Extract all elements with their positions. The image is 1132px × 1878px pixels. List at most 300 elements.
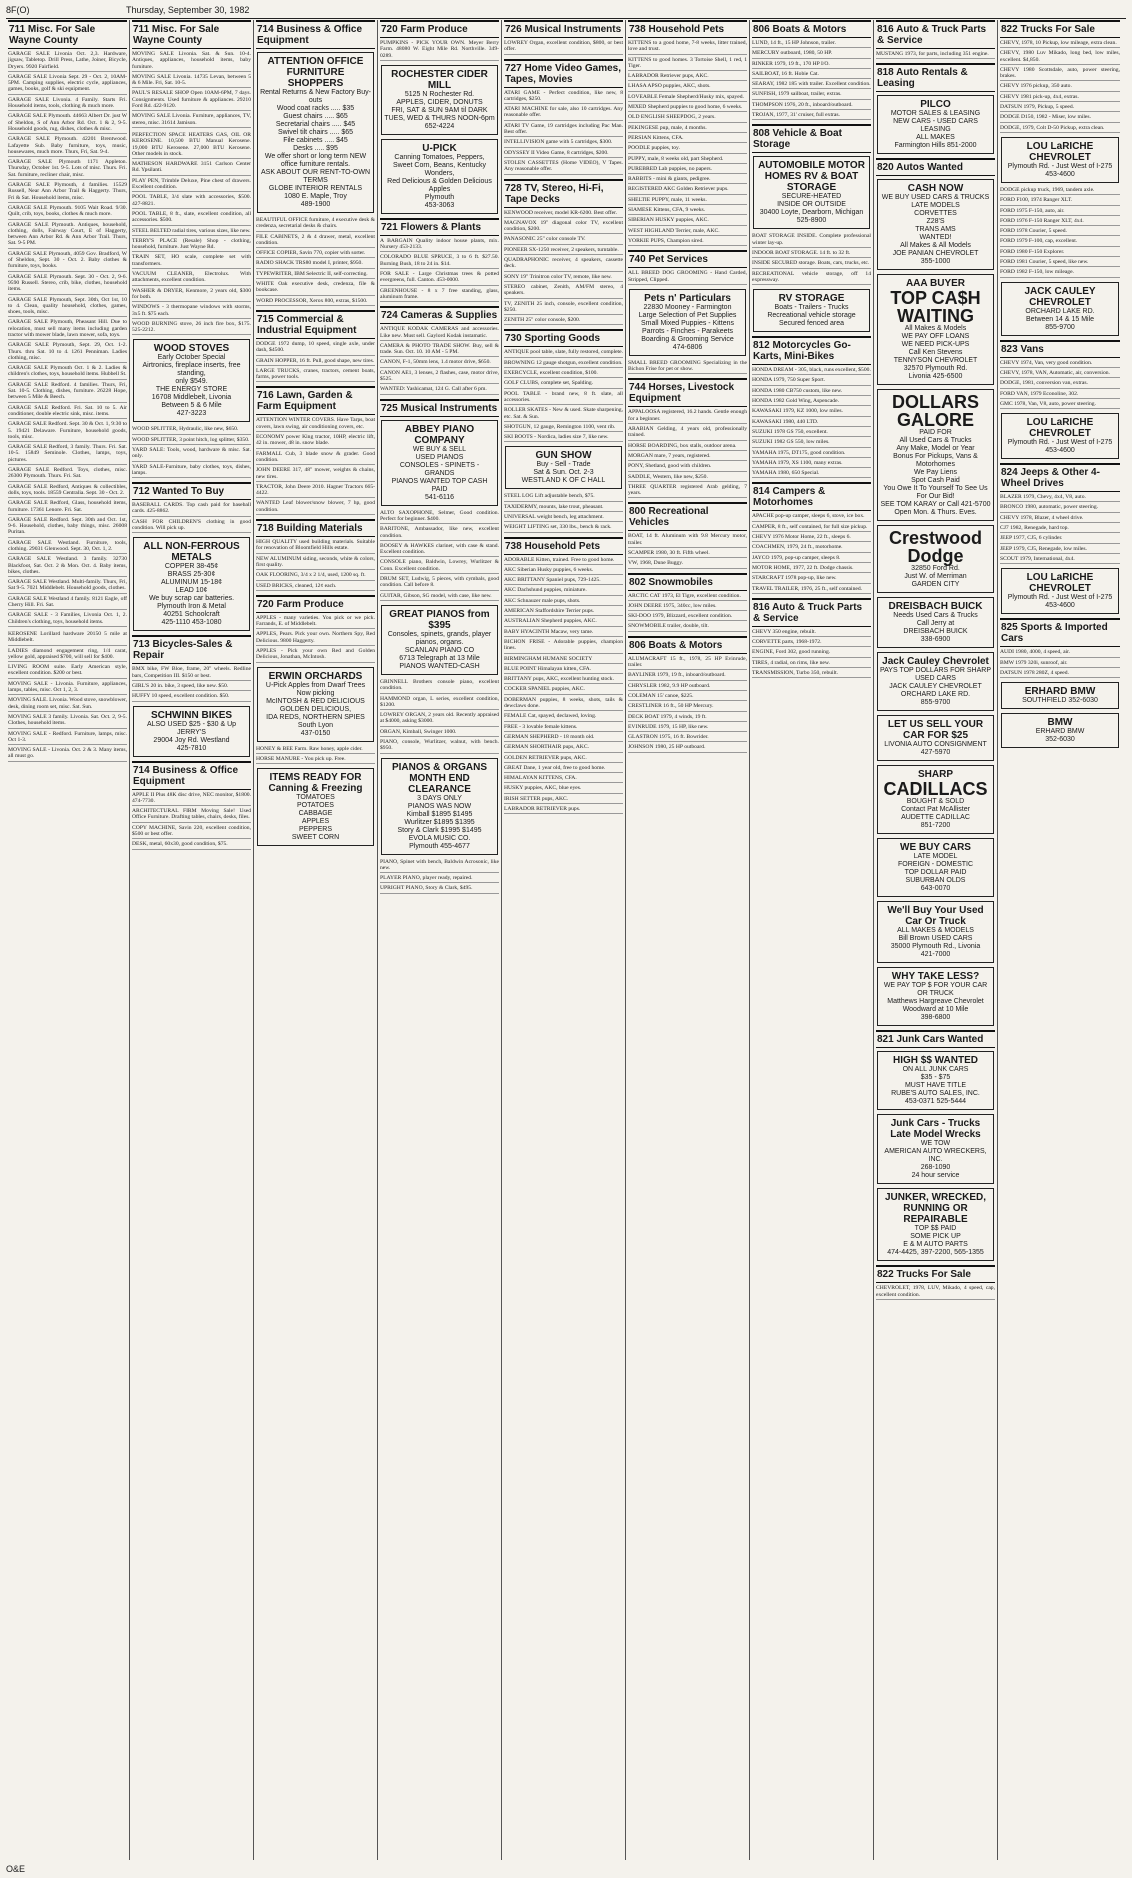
classified-section	[1000, 713, 1120, 748]
display-ad-line: LATE MODEL	[913, 853, 958, 861]
classified-ad: MOVING SALE - Livonia. Furniture, appliances, lamps, tables, misc. Oct 1, 2, 3.	[8, 681, 127, 696]
classified-ad: MOVING SALE Livonia. 14735 Levan, between 5 & 6 Mile. Fri, Sat. 10-5.	[132, 74, 251, 89]
display-ad-line: SEE TOM KARAY or Call 421-5700	[880, 501, 991, 509]
classified-column	[874, 20, 998, 1860]
classified-ad: HONDA DREAM - 305, black, runs excellent, $500.	[752, 367, 871, 375]
classified-ad: HUFFY 10 speed, excellent condition. $50.	[132, 693, 251, 701]
classified-section	[256, 310, 375, 382]
classified-ad: MORGAN mare, 7 years, registered.	[628, 453, 747, 461]
display-ad-line: SOME PICK UP	[910, 1233, 961, 1241]
classified-ad: EXERCYCLE, excellent condition, $100.	[504, 370, 623, 378]
display-ad-line: 338-6900	[920, 636, 951, 644]
display-ad	[877, 1051, 994, 1110]
classified-ad: PLAYER PIANO, player ready, repaired.	[380, 875, 499, 883]
classified-section	[380, 139, 499, 214]
classified-ad: PERFECTION SPACE HEATERS GAS, OIL OR KEROSENE. 10,500 BTU Manual Kerosene. 19,000 BTU Kerosene. 27,000 BTU Kerosene. Other models in stock.	[132, 132, 251, 159]
display-ad-line: PIANOS WAS NOW	[407, 802, 472, 810]
classified-ad: DODGE, 1979, Colt D-50 Pickup, extra clean.	[1000, 125, 1120, 133]
section-heading: 726 Musical Instruments	[504, 20, 623, 38]
display-ad-title: Jack Cauley Chevrolet	[882, 656, 989, 668]
classified-section	[876, 765, 995, 834]
classified-section	[876, 715, 995, 761]
display-ad-title: AUTOMOBILE MOTOR HOMES RV & BOAT STORAGE	[758, 160, 865, 194]
classified-ad: HONDA 1980 CB750 custom, like new.	[752, 388, 871, 396]
classified-ad: OLD ENGLISH SHEEPDOG, 2 years.	[628, 114, 747, 122]
display-ad-line: Recreational vehicle storage	[767, 312, 856, 320]
classified-section	[256, 386, 375, 515]
section-heading: 800 Recreational Vehicles	[628, 502, 747, 531]
display-ad-line: E & M AUTO PARTS	[903, 1241, 968, 1249]
classified-ad: ANTIQUE KODAK CAMERAS and accessories. Like new. Must sell. Gaylord Kodak instamatic.	[380, 326, 499, 341]
display-ad-line: 398-6800	[920, 1014, 951, 1022]
classified-ad: STEREO cabinet, Zenith, AM/FM stereo, 4 speakers.	[504, 284, 623, 299]
classified-ad: CHEVY, 1978, 10 Pickup, low mileage, extra clean.	[1000, 40, 1120, 48]
classified-section	[1000, 20, 1120, 133]
display-ad-line: 437-0150	[300, 729, 331, 737]
classified-section	[1000, 137, 1120, 183]
classified-ad: CHEVY 1980 Scottsdale, auto, power steering, brakes.	[1000, 67, 1120, 82]
classified-ad: GRAIN HOPPER, 16 ft. Pull, good shape, new tires.	[256, 358, 375, 366]
classified-section	[8, 631, 127, 762]
display-ad-title: Pets n' Particulars	[644, 292, 731, 304]
classified-section	[256, 217, 375, 306]
classified-ad: CAMERA & PHOTO TRADE SHOW. Buy, sell & trade. Sun. Oct. 10. 10 AM - 5 PM.	[380, 343, 499, 358]
classified-ad: GARAGE SALE Plymouth. 42201 Brentwood. Lafayette Sub. Baby furniture, toys, music, housewares, much more. Thurs, Fri, Sat. 9-4.	[8, 136, 127, 157]
classified-ad: ECONOMY power King tractor, 10HP, electric lift, 42 in. mower, 48 in. snow blade.	[256, 434, 375, 449]
classified-ad: YARD SALE: Tools, wood, hardware & misc. Sat. only.	[132, 447, 251, 462]
display-ad-line: SECURE-HEATED	[781, 193, 842, 201]
classified-ad: CHEVROLET, 1978, LUV, Mikado, 4 speed, cap, excellent condition.	[876, 1285, 995, 1300]
display-ad-line: 474-6806	[672, 343, 703, 351]
classified-ad: CHEVY 350 engine, rebuilt.	[752, 629, 871, 637]
display-ad-line: Bonus For Pickups, Vans & Motorhomes	[893, 453, 978, 469]
display-ad-line: Open Mon. & Thurs. Eves.	[894, 509, 977, 517]
display-ad-line: TUES, WED & THURS NOON-6pm	[384, 114, 495, 122]
classified-section	[1000, 187, 1120, 278]
display-ad	[877, 765, 994, 834]
classified-section	[1000, 682, 1120, 709]
classified-ad: APPLES - many varieties. You pick or we pick. Farrands, E. of Middlebelt.	[256, 615, 375, 630]
display-ad-line: APPLES	[301, 818, 330, 826]
classified-section	[628, 20, 747, 246]
section-heading: 714 Business & Office Equipment	[256, 20, 375, 49]
classified-ad: BOAT, 14 ft. Aluminum with 9.8 Mercury motor, trailer.	[628, 533, 747, 548]
display-ad-line: 425-7810	[176, 744, 207, 752]
display-ad-line: Plymouth	[424, 193, 455, 201]
classified-ad: GOLF CLUBS, complete set, Spalding.	[504, 380, 623, 388]
section-heading: 808 Vehicle & Boat Storage	[752, 124, 871, 153]
classified-ad: DODGE, 1981, conversion van, extras.	[1000, 380, 1120, 388]
display-ad-line: GLOBE INTERIOR RENTALS	[268, 185, 363, 192]
classified-ad: APPLES, Pears. Pick your own. Northern Spy, Red Delicious. 9800 Haggerty.	[256, 631, 375, 646]
classified-section	[876, 389, 995, 521]
classified-ad: BIRMINGHAM HUMANE SOCIETY	[504, 656, 623, 664]
classified-ad: CRESTLINER 16 ft., 50 HP Mercury.	[628, 703, 747, 711]
classified-ad: WHITE Oak executive desk, credenza, file & bookcase.	[256, 281, 375, 296]
display-ad-line: Plymouth 455-4677	[409, 842, 470, 850]
classified-ad: CHEVY, 1980 Luv Mikado, long bed, low miles, excellent. $4,850.	[1000, 50, 1120, 65]
display-ad-line: 541-6116	[424, 493, 455, 501]
classified-ad: MAGNAVOX 19" diagonal color TV, excellent condition, $200.	[504, 220, 623, 235]
classified-ad: DODGE pickup truck, 1969, tandem axle.	[1000, 187, 1120, 195]
classified-ad: THOMPSON 1976, 20 ft., inboard/outboard.	[752, 102, 871, 110]
display-ad-line: INSIDE OR OUTSIDE	[777, 201, 846, 209]
display-ad-line: Swivel tilt chairs ..... $65	[277, 129, 354, 136]
display-ad-line: AMERICAN AUTO WRECKERS, INC.	[884, 1148, 987, 1164]
section-heading: 728 TV, Stereo, Hi-Fi, Tape Decks	[504, 179, 623, 208]
classified-ad: PIANO, Spinet with bench, Baldwin Acrosonic, like new.	[380, 859, 499, 874]
classified-ad: ATARI MACHINE for sale, also 10 cartridges. Any reasonable offer.	[504, 106, 623, 121]
classified-section	[380, 65, 499, 135]
display-ad-line: 40251 Schoolcraft	[163, 611, 220, 619]
display-ad-title: ATTENTION OFFICE FURNITURE SHOPPERS	[267, 56, 364, 89]
classified-ad: FOR SALE - Large Christmas trees & potted evergreens, full. Canton. 453-0000.	[380, 271, 499, 286]
classified-ad: VACUUM CLEANER, Electrolux. With attachments, excellent condition.	[132, 271, 251, 286]
display-ad-line: 453-4600	[1045, 170, 1075, 178]
display-ad-line: Livonia 425-6500	[908, 373, 963, 381]
display-ad	[877, 838, 994, 897]
display-ad-line: TRANS AMS	[915, 226, 956, 234]
display-ad-line: Small Mixed Puppies - Kittens	[641, 319, 734, 327]
classified-ad: GARAGE SALE Redford, Glass, household items, furniture. 17361 Lenore. Fri. Sat.	[8, 500, 127, 515]
classified-ad: LOWREY Organ, excellent condition, $800, or best offer.	[504, 40, 623, 55]
display-ad-line: 6713 Telegraph at 13 Mile	[399, 654, 480, 662]
display-ad-line: Canning Tomatoes, Peppers, Sweet Corn, Beans, Kentucky Wonders,	[393, 153, 486, 177]
classified-ad: MOVING SALE. Livonia. Wood stove, snowblower, desk, dining room set, misc. Sat. Sun.	[8, 697, 127, 712]
display-ad-line: MUST HAVE TITLE	[904, 1082, 967, 1090]
display-ad-headline: DOLLARS GALORE	[892, 392, 979, 431]
display-ad-line: 3 DAYS ONLY	[417, 794, 462, 802]
classified-section	[628, 573, 747, 632]
classified-ad: ZENITH 25" color console, $200.	[504, 317, 623, 325]
display-ad-line: 851-7200	[920, 822, 951, 830]
display-ad	[629, 289, 746, 356]
classified-ad: MOVING SALE Livonia. Furniture, appliances, TV, stereo, misc. 31614 Jamison.	[132, 113, 251, 128]
classified-section	[876, 274, 995, 385]
classified-ad: CHEVY 1976 pickup, 350 auto.	[1000, 83, 1120, 91]
display-ad-line: Boarding & Grooming Service	[641, 335, 734, 343]
display-ad-title: ALL NON-FERROUS METALS	[143, 541, 240, 564]
classified-ad: MATHESON HARDWARE 3151 Carlson Center Rd. Ypsilanti.	[132, 161, 251, 176]
classified-section	[504, 537, 623, 815]
display-ad-line: TENNYSON CHEVROLET	[893, 357, 978, 365]
classified-column	[998, 20, 1122, 1860]
classified-section	[132, 761, 251, 850]
classified-ad: SEARAY, 1982 185 with trailer. Excellent condition.	[752, 81, 871, 89]
classified-ad: ARABIAN Gelding, 4 years old, professionally trained.	[628, 426, 747, 441]
classified-section	[752, 124, 871, 229]
classified-ad: TROJAN, 1977, 31' cruiser, full extras.	[752, 112, 871, 120]
classified-section	[628, 502, 747, 568]
classified-ad: ODYSSEY II Video Game, 8 cartridges, $200.	[504, 150, 623, 158]
classified-section	[132, 20, 251, 128]
classified-ad: HIGH QUALITY used building materials. Suitable for renovation of Bloomfield Hills estate.	[256, 539, 375, 554]
classified-ad: FORD 1975 F-150, auto, air.	[1000, 208, 1120, 216]
classified-section	[1000, 413, 1120, 459]
classified-ad: RINKER 1979, 19 ft., 170 HP I/O.	[752, 61, 871, 69]
section-heading: 738 Household Pets	[504, 537, 623, 555]
display-ad	[877, 1188, 994, 1261]
classified-ad: HONDA 1979, 750 Super Sport.	[752, 377, 871, 385]
classified-ad: GARAGE SALE Livonia Oct. 2,3. Hardware, jigsaw, Tabletop. Drill Press, Lathe, Joiner, Bicycle, Dryers. 9920 Fairfield.	[8, 51, 127, 72]
classified-ad: JOHN DEERE 1975, 340cc, low miles.	[628, 603, 747, 611]
classified-ad: KAWASAKI 1980, 440 LTD.	[752, 419, 871, 427]
classified-ad: ALUMACRAFT 15 ft., 1978, 25 HP Evinrude, trailer.	[628, 656, 747, 671]
display-ad-title: GREAT PIANOS from $395	[389, 608, 490, 631]
classified-ad: SKI BOOTS - Nordica, ladies size 7, like new.	[504, 434, 623, 442]
classified-section	[380, 679, 499, 754]
classified-ad: GARAGE SALE Plymouth. 9105 Wait Road. 9/30. Quilt, crib, toys, books, clothes & much more.	[8, 205, 127, 220]
section-heading: 821 Junk Cars Wanted	[876, 1030, 995, 1048]
classified-ad: BRITTANY pups, AKC, excellent hunting stock.	[504, 676, 623, 684]
section-heading: 806 Boats & Motors	[752, 20, 871, 38]
display-ad-title: ERWIN ORCHARDS	[268, 670, 363, 682]
display-ad-line: Plymouth Iron & Metal	[157, 603, 226, 611]
classified-ad: GERMAN SHEPHERD - 18 month old.	[504, 734, 623, 742]
classified-ad: KITTENS to a good home, 7-8 weeks, litter trained, love and trust.	[628, 40, 747, 55]
display-ad-title: LOU LaRICHE CHEVROLET	[1026, 140, 1094, 163]
display-ad	[381, 605, 498, 675]
display-ad-title: GUN SHOW	[535, 450, 592, 462]
classified-ad: LIVING ROOM suite. Early American style, excellent condition. $200 or best.	[8, 664, 127, 679]
classified-ad: DATSUN 1979, Pickup, 5 speed.	[1000, 104, 1120, 112]
display-ad	[877, 95, 994, 154]
classified-ad: GERMAN SHORTHAIR pups, AKC.	[504, 744, 623, 752]
classified-section	[876, 901, 995, 963]
classified-ad: POOL TABLE, 3/4 slate with accessories, $500. 427-8821.	[132, 194, 251, 209]
display-ad-line: 32570 Plymouth Rd.	[903, 365, 968, 373]
display-ad-line: ALL MAKES & MODELS	[897, 927, 974, 935]
display-ad-line: WE PAY TOP $ FOR YOUR CAR OR TRUCK	[883, 982, 988, 998]
classified-ad: ARCHITECTURAL FIRM Moving Sale! Used Office Furniture. Drafting tables, chairs, desks, files.	[132, 808, 251, 823]
classified-ad: STOLEN CASSETTES (Home VIDEO), V Tapes. Any reasonable offer.	[504, 160, 623, 175]
section-heading: 814 Campers & Motorhomes	[752, 482, 871, 511]
classified-ad: GARAGE SALE Plymouth, Pheasant Hill. Due to relocation, must sell many items including garden tractor with mower blade, lawn mower, sofa, toys.	[8, 319, 127, 340]
section-heading: 730 Sporting Goods	[504, 329, 623, 347]
section-heading: 725 Musical Instruments	[380, 399, 499, 417]
classified-ad: ATARI GAME - Perfect condition, like new, 8 cartridges, $250.	[504, 90, 623, 105]
classified-section	[876, 1114, 995, 1184]
classified-ad: COLEMAN 15' canoe, $225.	[628, 693, 747, 701]
classified-section	[380, 510, 499, 601]
classified-ad: KENWOOD receiver, model KR-6200. Best offer.	[504, 210, 623, 218]
classified-section	[876, 63, 995, 154]
classified-section	[132, 339, 251, 422]
display-ad	[505, 446, 622, 489]
classified-columns	[6, 20, 1126, 1860]
classified-ad: HORSE MANURE - You pick up. Free.	[256, 756, 375, 764]
display-ad-line: SCANLAN PIANO CO	[404, 646, 475, 654]
classified-section	[876, 158, 995, 270]
classified-section	[628, 378, 747, 498]
display-ad-line: 5125 N Rochester Rd.	[404, 90, 475, 98]
display-ad-line: Desks ..... $95	[293, 145, 338, 152]
display-ad-line: JACK CAULEY CHEVROLET	[889, 683, 982, 691]
classified-ad: SIAMESE Kittens, CFA, 9 weeks.	[628, 207, 747, 215]
classified-ad: SNOWMOBILE trailer, double, tilt.	[628, 623, 747, 631]
display-ad-line: We Pay Liens	[913, 469, 958, 477]
classified-section	[876, 1265, 995, 1300]
classified-ad: GARAGE SALE Plymouth. Antiques, household, clothing, dolls, Fairway Court, E of Haggerty, between Ann Arbor Rd. & Ann Arbor Trail. Thurs, Sat. 9-5 PM.	[8, 222, 127, 249]
classified-section	[876, 20, 995, 59]
section-heading: 721 Flowers & Plants	[380, 218, 499, 236]
classified-ad: INSIDE SECURED storage. Boats, cars, trucks, etc.	[752, 260, 871, 268]
classified-ad: ATTENTION WINTER COVERS. Have Tarps, boat covers, lawn swing, air conditioning covers, etc.	[256, 417, 375, 432]
display-ad-line: 352-6030	[1045, 736, 1075, 744]
classified-ad: BRONCO 1980, automatic, power steering.	[1000, 504, 1120, 512]
display-ad-line: Parrots - Finches - Parakeets	[641, 327, 734, 335]
classified-ad: A BARGAIN Quality indoor house plants, mix. Nursery 453-2133.	[380, 238, 499, 253]
classified-ad: JEEP 1979, CJ5, Renegade, low miles.	[1000, 546, 1120, 554]
section-heading: 822 Trucks For Sale	[1000, 20, 1120, 38]
display-ad	[877, 179, 994, 270]
classified-ad: MERCURY outboard, 1980, 50 HP.	[752, 50, 871, 58]
classified-ad: AMERICAN Staffordshire Terrier pups.	[504, 608, 623, 616]
classified-ad: SUZUKI 1978 GS 750, excellent.	[752, 429, 871, 437]
display-ad-line: ALSO USED $25 - $30 & Up	[146, 720, 237, 728]
classified-ad: STARCRAFT 1978 pop-up, like new.	[752, 575, 871, 583]
classified-ad: RECREATIONAL vehicle storage, off 14 expressway.	[752, 271, 871, 286]
display-ad-line: LEASING	[920, 126, 951, 134]
display-ad-line: Airtronics, fireplace inserts, free standing,	[142, 362, 241, 378]
display-ad-line: only $549.	[175, 378, 208, 386]
classified-ad: GLASTRON 1975, 16 ft. Bowrider.	[628, 734, 747, 742]
display-ad-line: TOMATOES	[296, 794, 335, 802]
classified-ad: SCOUT 1979, International, 4x4.	[1000, 556, 1120, 564]
display-ad-line: CABBAGE	[298, 810, 333, 818]
display-ad-line: DREISBACH BUICK	[903, 628, 968, 636]
display-ad-title: ROCHESTER CIDER MILL	[391, 68, 488, 91]
display-ad-line: WE BUY & SELL	[412, 445, 467, 453]
display-ad-line: Sat & Sun. Oct. 2-3	[533, 469, 594, 477]
display-ad-line: We buy scrap car batteries.	[148, 595, 235, 603]
classified-ad: YAMAHA 1980, 650 Special.	[752, 470, 871, 478]
display-ad-line: MOTOR SALES & LEASING	[890, 110, 981, 118]
display-ad-line: Early October Special	[157, 354, 226, 362]
classified-section	[132, 132, 251, 335]
display-ad-line: LATE MODELS	[911, 202, 960, 210]
display-ad-title: WE BUY CARS	[900, 842, 971, 854]
classified-ad: LOVEABLE Female Shepherd/Husky mix, spayed.	[628, 94, 747, 102]
classified-ad: SCAMPER 1980, 30 ft. Fifth wheel.	[628, 550, 747, 558]
classified-ad: GARAGE SALE Plymouth Oct. 1 & 2. Ladies & children's clothes, toys, household items. Hubbell St.	[8, 365, 127, 380]
display-ad-line: WE BUY USED CARS & TRUCKS	[881, 194, 990, 202]
display-ad	[1001, 568, 1119, 614]
classified-section	[256, 768, 375, 846]
display-ad-line: WANTED!	[919, 234, 952, 242]
display-ad-line: ON ALL JUNK CARS	[902, 1066, 969, 1074]
classified-ad: BLAZER 1979, Chevy, 4x4, V8, auto.	[1000, 494, 1120, 502]
classified-ad: TV, ZENITH 25 inch, console, excellent condition, $250.	[504, 301, 623, 316]
section-heading: 824 Jeeps & Other 4-Wheel Drives	[1000, 463, 1120, 492]
classified-ad: GARAGE SALE Plymouth, Sept. 30th, Oct 1st, 10 to 4. Clean, quality household, clothes, games, shoes, tools, misc.	[8, 297, 127, 318]
display-ad-line: All Makes & Models	[904, 325, 967, 333]
display-ad	[877, 652, 994, 711]
display-ad	[381, 65, 498, 135]
display-ad-line: PAID FOR	[919, 429, 952, 437]
display-ad-line: IDA REDS, NORTHERN SPIES	[266, 713, 365, 721]
display-ad-line: LEAD 10¢	[175, 587, 208, 595]
classified-ad: HAMMOND organ, L series, excellent condition, $1200.	[380, 696, 499, 711]
display-ad-line: THE ENERGY STORE	[155, 386, 228, 394]
classified-ad: COPY MACHINE, Savin 220, excellent condition, $500 or best offer.	[132, 825, 251, 840]
display-ad-line: Needs Used Cars & Trucks	[893, 612, 978, 620]
classified-ad: MIXED Shepherd puppies to good home, 6 weeks.	[628, 104, 747, 112]
classified-ad: ALL BREED DOG GROOMING - Hand Carded, Stripped, Clipped.	[628, 270, 747, 285]
classified-ad: DODGE D150, 1982 - Miser, low miles.	[1000, 114, 1120, 122]
display-ad-title: ITEMS READY FOR Canning & Freezing	[268, 772, 363, 795]
classified-section	[876, 1030, 995, 1110]
classified-ad: POODLE puppies, toy.	[628, 145, 747, 153]
section-heading: 802 Snowmobiles	[628, 573, 747, 591]
display-ad-line: 16708 Middlebelt, Livonia	[151, 394, 232, 402]
display-ad-line: WE NEED PICK-UPS	[901, 341, 970, 349]
classified-column	[626, 20, 750, 1860]
display-ad-title: ABBEY PIANO COMPANY	[404, 423, 475, 446]
display-ad	[1001, 413, 1119, 459]
classified-section	[132, 426, 251, 478]
classified-ad: CORVETTE parts, 1968-1972.	[752, 639, 871, 647]
classified-ad: FEMALE Cat, spayed, declawed, loving.	[504, 713, 623, 721]
display-ad-line: All Makes & All Models	[900, 242, 971, 250]
display-ad-title: BMW	[1047, 717, 1073, 729]
display-ad-title: DREISBACH BUICK	[888, 601, 983, 613]
display-ad-line: 24 hour service	[911, 1172, 960, 1180]
classified-section	[628, 360, 747, 375]
display-ad-line: U-Pick Apples from Dwarf Trees	[265, 681, 366, 689]
classified-ad: AKC Schnauzer male pups, shots.	[504, 598, 623, 606]
classified-section	[504, 329, 623, 442]
classified-section	[504, 493, 623, 532]
classified-ad: CHEVY 1978, Blazer, 4 wheel drive.	[1000, 515, 1120, 523]
display-ad-line: AUDETTE CADILLAC	[901, 814, 970, 822]
classified-ad: SMALL BREED GROOMING Specializing in the Bichon Frise for pet or show.	[628, 360, 747, 375]
classified-ad: JAYCO 1979, pop-up camper, sleeps 8.	[752, 555, 871, 563]
classified-ad: TRACTOR, John Deere 2010. Hagner Tractors 665-4422.	[256, 484, 375, 499]
display-ad-line: GOLDEN DELICIOUS,	[279, 705, 352, 713]
classified-section	[876, 597, 995, 648]
classified-section	[752, 598, 871, 678]
classified-ad: GARAGE SALE Plymouth, Sept. 29, Oct. 1-2. Thurs. thru Sat. 10 to 4. 1261 Penniman. Ladies clothing, misc.	[8, 342, 127, 363]
classified-ad: WINDOWS - 3 thermopane windows with storms, 3x5 ft. $75 each.	[132, 304, 251, 319]
classified-ad: LHASA APSO puppies, AKC, shots.	[628, 83, 747, 91]
classified-ad: PLAY PEN, Trimble Deluxe, Pine chest of drawers. Excellent condition.	[132, 178, 251, 193]
display-ad-line: FOREIGN - DOMESTIC	[897, 861, 974, 869]
classified-ad: SIBERIAN HUSKY puppies, AKC.	[628, 217, 747, 225]
display-ad-line: Story & Clark $1995 $1495	[397, 826, 482, 834]
section-heading: 727 Home Video Games, Tapes, Movies	[504, 59, 623, 88]
display-ad-title: LET US SELL YOUR CAR FOR $25	[887, 719, 984, 742]
classified-section	[132, 706, 251, 757]
classified-ad: TYPEWRITER, IBM Selectric II, self-correcting.	[256, 271, 375, 279]
classified-section	[504, 446, 623, 489]
display-ad-line: BOUGHT & SOLD	[906, 798, 965, 806]
display-ad-line: ORCHARD LAKE RD.	[900, 691, 971, 699]
classified-ad: GARAGE SALE Westland. Furniture, tools, clothing. 29031 Glenwood. Sept. 30, Oct. 1, 2.	[8, 540, 127, 555]
classified-ad: APACHE pop-up camper, sleeps 6, stove, ice box.	[752, 513, 871, 521]
classified-ad: PEKINGESE pup, male, 4 months.	[628, 125, 747, 133]
display-ad-title: Junk Cars - Trucks Late Model Wrecks	[890, 1118, 981, 1141]
classified-ad: YORKIE PUPS, Champion sired.	[628, 238, 747, 246]
display-ad	[257, 768, 374, 846]
classified-section	[752, 336, 871, 478]
display-ad	[257, 52, 374, 213]
classified-ad: SADDLE, Western, like new, $250.	[628, 474, 747, 482]
display-ad-line: Guest chairs ..... $65	[283, 113, 348, 120]
display-ad-line: ALUMINUM 15-18¢	[160, 579, 223, 587]
display-ad-line: Large Selection of Pet Supplies	[638, 311, 737, 319]
classified-ad: ORGAN, Kimball, Swinger 1000.	[380, 729, 499, 737]
